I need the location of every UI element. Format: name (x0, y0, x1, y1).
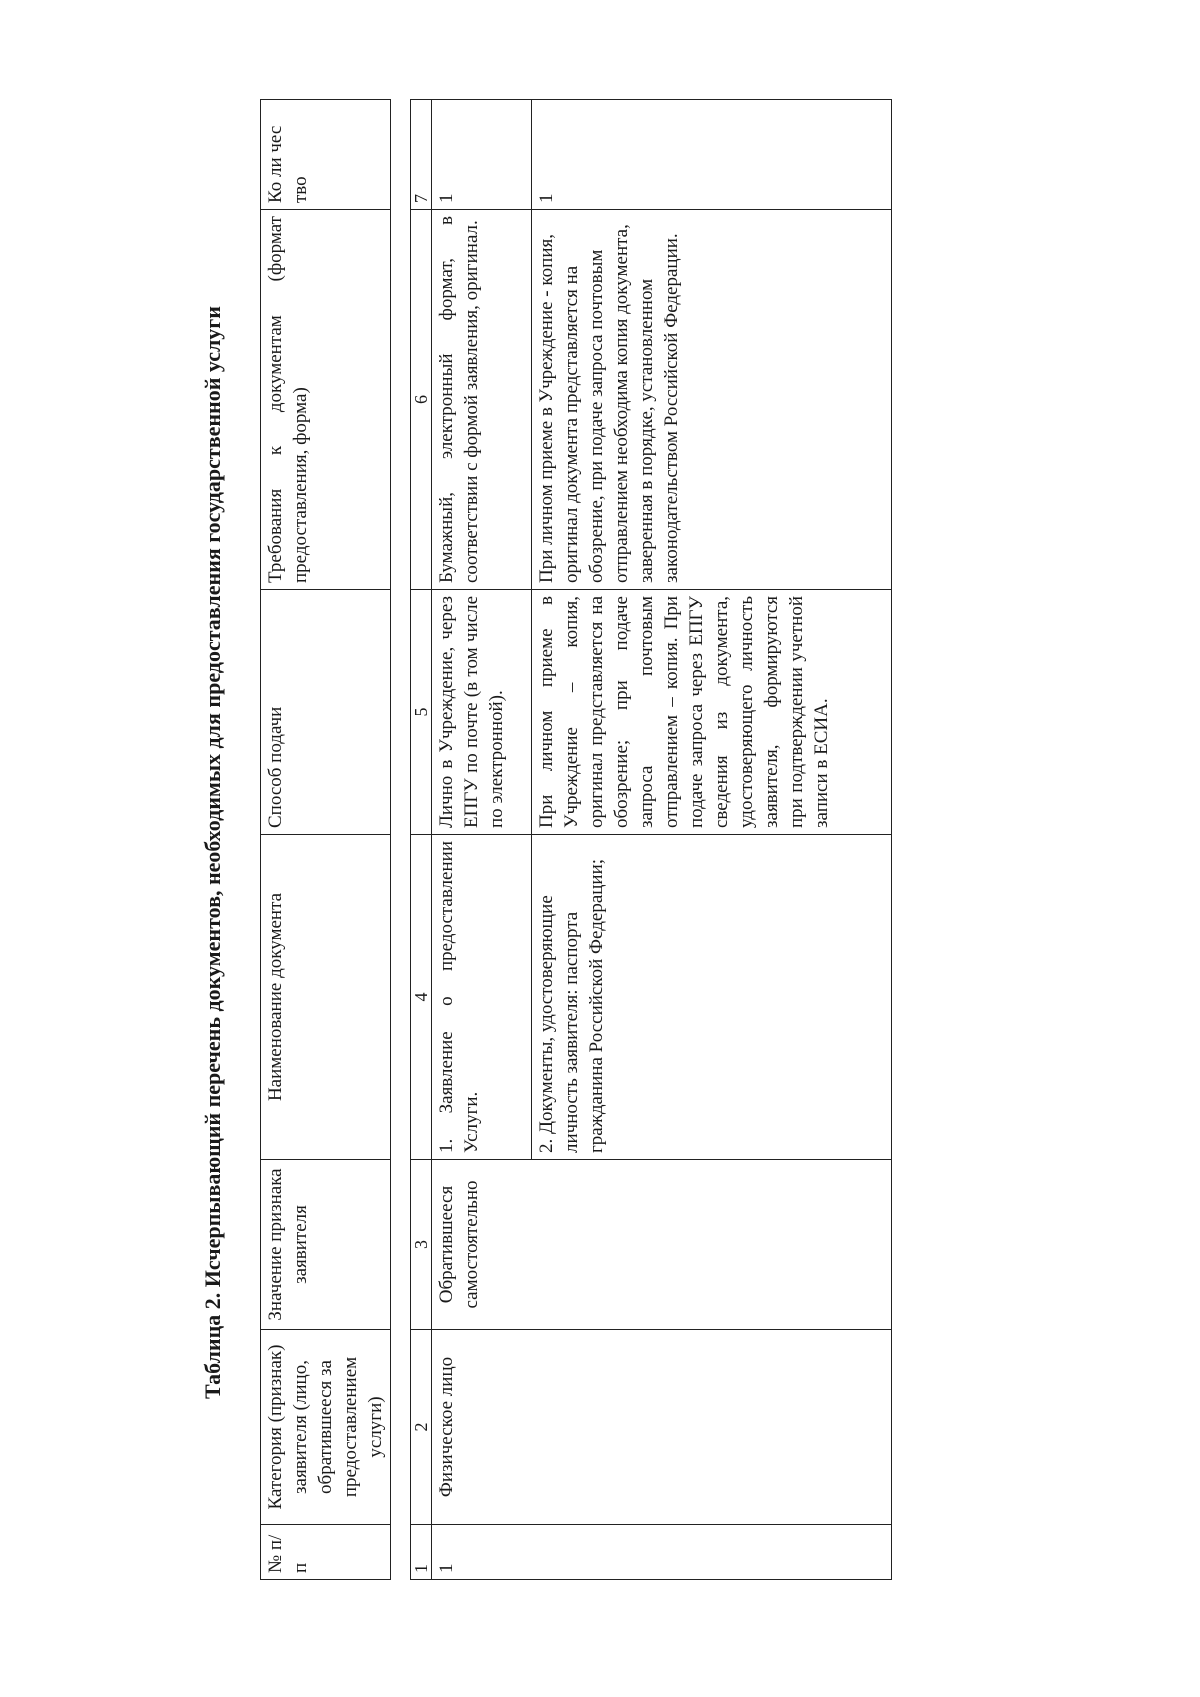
header-requirements: Требования к документам (формат предоставления, форма) (261, 210, 391, 590)
document-requirements: Бумажный, электронный формат, в соответствии с формой заявления, оригинал. (432, 210, 532, 590)
row-category: Физическое лицо (432, 1330, 892, 1525)
col-number: 3 (411, 1160, 432, 1330)
header-method: Способ подачи (261, 590, 391, 835)
document-requirements: При личном приеме в Учреждение - копия, оригинал документа представляется на обозрение, при подаче запроса почтовым отправлением необходима копия документа, заверенная в порядке, установленном законодательством Российской Федерации. (532, 210, 892, 590)
col-number: 2 (411, 1330, 432, 1525)
header-table (260, 99, 391, 1580)
row-attribute: Обратившееся самостоятельно (432, 1160, 892, 1330)
table-title: Таблица 2. Исчерпывающий перечень документов, необходимых для предоставления государственной услуги (200, 306, 225, 1399)
header-category: Категория (признак) заявителя (лицо, обратившееся за предоставлением услуги) (261, 1330, 391, 1525)
header-num: № п/п (261, 1525, 391, 1580)
col-number: 7 (411, 100, 432, 210)
column-number-row (411, 100, 432, 1580)
col-number: 1 (411, 1525, 432, 1580)
submission-method: Лично в Учреждение, через ЕПГУ по почте (в том числе по электронной). (432, 590, 532, 835)
body-table (410, 99, 892, 1580)
document-count: 1 (432, 100, 532, 210)
table-row (432, 100, 532, 1580)
row-number: 1 (432, 1525, 892, 1580)
rotated-page (200, 65, 1070, 1640)
document-count: 1 (532, 100, 892, 210)
col-number: 6 (411, 210, 432, 590)
col-number: 5 (411, 590, 432, 835)
header-document: Наименование документа (261, 835, 391, 1160)
header-count: Ко ли чес тво (261, 100, 391, 210)
header-attribute: Значение признака заявителя (261, 1160, 391, 1330)
submission-method: При личном приеме в Учреждение – копия, оригинал представляется на обозрение; при подаче запроса почтовым отправлением – копия. При подаче запроса через ЕПГУ сведения из документа, удостоверяющего личность заявителя, формируются при подтверждении учетной записи в ЕСИА. (532, 590, 892, 835)
document-name: 1. Заявление о предоставлении Услуги. (432, 835, 532, 1160)
col-number: 4 (411, 835, 432, 1160)
document-name: 2. Документы, удостоверяющие личность заявителя: паспорта гражданина Российской Федерации; (532, 835, 892, 1160)
